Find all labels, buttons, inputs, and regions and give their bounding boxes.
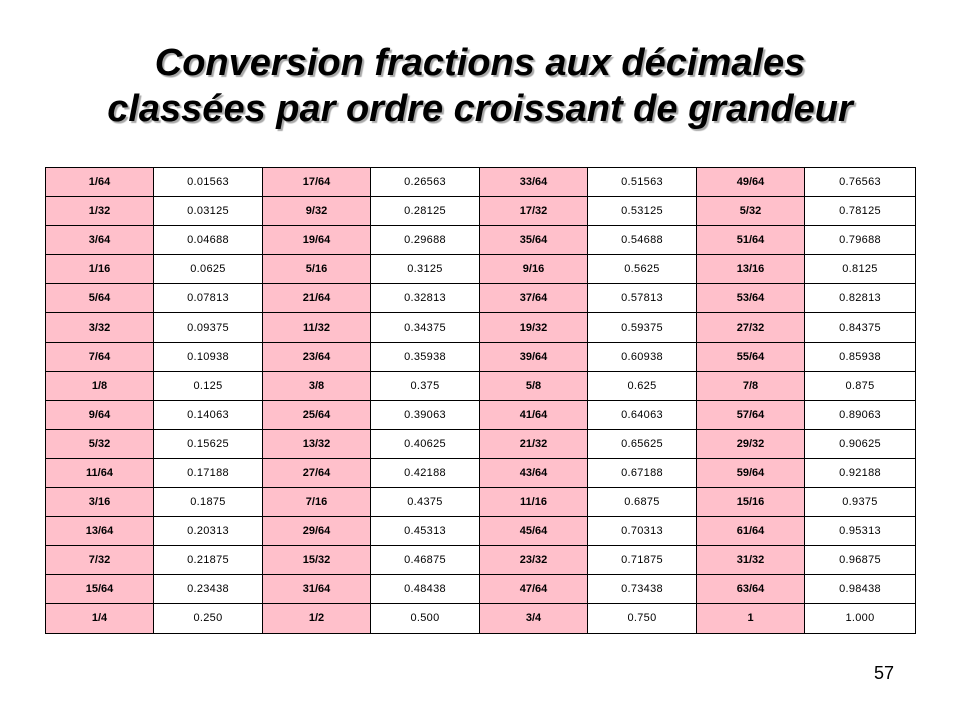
fraction-cell: 41/64 <box>480 400 588 429</box>
fraction-cell: 7/64 <box>46 342 154 371</box>
fraction-cell: 49/64 <box>697 168 805 197</box>
decimal-cell: 0.21875 <box>154 546 263 575</box>
fraction-cell: 7/8 <box>697 371 805 400</box>
decimal-cell: 0.1875 <box>154 488 263 517</box>
decimal-cell: 0.750 <box>588 604 697 633</box>
fraction-cell: 23/32 <box>480 546 588 575</box>
fraction-cell: 19/32 <box>480 313 588 342</box>
conversion-table-body <box>46 168 916 634</box>
decimal-cell: 0.98438 <box>805 575 916 604</box>
fraction-cell: 9/16 <box>480 255 588 284</box>
decimal-cell: 0.01563 <box>154 168 263 197</box>
conversion-table-container <box>45 167 915 634</box>
decimal-cell: 0.26563 <box>371 168 480 197</box>
fraction-cell: 3/64 <box>46 226 154 255</box>
table-row <box>46 255 916 284</box>
fraction-cell: 15/32 <box>263 546 371 575</box>
fraction-cell: 43/64 <box>480 458 588 487</box>
page-number: 57 <box>873 663 894 683</box>
decimal-cell: 0.67188 <box>588 458 697 487</box>
fraction-cell: 47/64 <box>480 575 588 604</box>
table-row <box>46 313 916 342</box>
fraction-cell: 27/64 <box>263 458 371 487</box>
fraction-cell: 33/64 <box>480 168 588 197</box>
fraction-cell: 61/64 <box>697 517 805 546</box>
fraction-cell: 17/64 <box>263 168 371 197</box>
fraction-cell: 3/8 <box>263 371 371 400</box>
decimal-cell: 0.57813 <box>588 284 697 313</box>
decimal-cell: 0.82813 <box>805 284 916 313</box>
decimal-cell: 0.4375 <box>371 488 480 517</box>
table-row <box>46 517 916 546</box>
decimal-cell: 0.14063 <box>154 400 263 429</box>
decimal-cell: 0.46875 <box>371 546 480 575</box>
fraction-cell: 1/2 <box>263 604 371 633</box>
fraction-cell: 51/64 <box>697 226 805 255</box>
decimal-cell: 0.8125 <box>805 255 916 284</box>
fraction-cell: 1/4 <box>46 604 154 633</box>
decimal-cell: 0.45313 <box>371 517 480 546</box>
decimal-cell: 0.54688 <box>588 226 697 255</box>
fraction-cell: 25/64 <box>263 400 371 429</box>
fraction-cell: 15/64 <box>46 575 154 604</box>
table-row <box>46 458 916 487</box>
table-row <box>46 400 916 429</box>
fraction-cell: 9/64 <box>46 400 154 429</box>
fraction-cell: 11/64 <box>46 458 154 487</box>
fraction-cell: 13/64 <box>46 517 154 546</box>
fraction-cell: 15/16 <box>697 488 805 517</box>
fraction-cell: 3/4 <box>480 604 588 633</box>
decimal-cell: 0.90625 <box>805 429 916 458</box>
fraction-cell: 13/32 <box>263 429 371 458</box>
fraction-cell: 7/16 <box>263 488 371 517</box>
decimal-cell: 0.34375 <box>371 313 480 342</box>
fraction-cell: 27/32 <box>697 313 805 342</box>
fraction-cell: 21/32 <box>480 429 588 458</box>
table-row <box>46 575 916 604</box>
decimal-cell: 0.53125 <box>588 197 697 226</box>
decimal-cell: 0.20313 <box>154 517 263 546</box>
fraction-cell: 23/64 <box>263 342 371 371</box>
fraction-cell: 31/32 <box>697 546 805 575</box>
decimal-cell: 0.625 <box>588 371 697 400</box>
table-row <box>46 284 916 313</box>
decimal-cell: 0.70313 <box>588 517 697 546</box>
decimal-cell: 0.71875 <box>588 546 697 575</box>
fraction-cell: 7/32 <box>46 546 154 575</box>
decimal-cell: 0.10938 <box>154 342 263 371</box>
decimal-cell: 0.09375 <box>154 313 263 342</box>
decimal-cell: 0.85938 <box>805 342 916 371</box>
fraction-cell: 13/16 <box>697 255 805 284</box>
fraction-cell: 5/8 <box>480 371 588 400</box>
decimal-cell: 0.96875 <box>805 546 916 575</box>
decimal-cell: 0.32813 <box>371 284 480 313</box>
table-row <box>46 226 916 255</box>
decimal-cell: 0.79688 <box>805 226 916 255</box>
decimal-cell: 0.39063 <box>371 400 480 429</box>
fraction-cell: 53/64 <box>697 284 805 313</box>
decimal-cell: 0.500 <box>371 604 480 633</box>
fraction-cell: 29/32 <box>697 429 805 458</box>
decimal-cell: 0.65625 <box>588 429 697 458</box>
fraction-cell: 19/64 <box>263 226 371 255</box>
table-row <box>46 546 916 575</box>
slide-title-line-1: Conversion fractions aux décimales <box>154 42 806 84</box>
decimal-cell: 0.76563 <box>805 168 916 197</box>
fraction-cell: 57/64 <box>697 400 805 429</box>
fraction-cell: 63/64 <box>697 575 805 604</box>
fraction-cell: 1 <box>697 604 805 633</box>
fraction-cell: 55/64 <box>697 342 805 371</box>
decimal-cell: 0.375 <box>371 371 480 400</box>
fraction-cell: 29/64 <box>263 517 371 546</box>
decimal-cell: 0.23438 <box>154 575 263 604</box>
fraction-cell: 5/32 <box>697 197 805 226</box>
decimal-cell: 0.15625 <box>154 429 263 458</box>
decimal-cell: 0.51563 <box>588 168 697 197</box>
fraction-cell: 5/32 <box>46 429 154 458</box>
conversion-table <box>45 167 916 634</box>
decimal-cell: 0.0625 <box>154 255 263 284</box>
fraction-cell: 45/64 <box>480 517 588 546</box>
table-row <box>46 168 916 197</box>
decimal-cell: 0.60938 <box>588 342 697 371</box>
decimal-cell: 0.42188 <box>371 458 480 487</box>
table-row <box>46 342 916 371</box>
decimal-cell: 0.29688 <box>371 226 480 255</box>
decimal-cell: 0.5625 <box>588 255 697 284</box>
decimal-cell: 0.3125 <box>371 255 480 284</box>
table-row <box>46 604 916 633</box>
fraction-cell: 17/32 <box>480 197 588 226</box>
slide-title-line-2: classées par ordre croissant de grandeur <box>107 88 853 130</box>
fraction-cell: 31/64 <box>263 575 371 604</box>
fraction-cell: 21/64 <box>263 284 371 313</box>
decimal-cell: 0.84375 <box>805 313 916 342</box>
fraction-cell: 11/32 <box>263 313 371 342</box>
slide-title <box>0 40 960 132</box>
decimal-cell: 0.17188 <box>154 458 263 487</box>
fraction-cell: 35/64 <box>480 226 588 255</box>
decimal-cell: 0.78125 <box>805 197 916 226</box>
fraction-cell: 9/32 <box>263 197 371 226</box>
decimal-cell: 0.9375 <box>805 488 916 517</box>
decimal-cell: 0.64063 <box>588 400 697 429</box>
decimal-cell: 0.48438 <box>371 575 480 604</box>
decimal-cell: 0.40625 <box>371 429 480 458</box>
fraction-cell: 3/32 <box>46 313 154 342</box>
decimal-cell: 0.92188 <box>805 458 916 487</box>
decimal-cell: 0.875 <box>805 371 916 400</box>
fraction-cell: 5/64 <box>46 284 154 313</box>
table-row <box>46 429 916 458</box>
fraction-cell: 5/16 <box>263 255 371 284</box>
decimal-cell: 0.07813 <box>154 284 263 313</box>
fraction-cell: 1/64 <box>46 168 154 197</box>
decimal-cell: 0.04688 <box>154 226 263 255</box>
decimal-cell: 0.35938 <box>371 342 480 371</box>
table-row <box>46 488 916 517</box>
decimal-cell: 0.03125 <box>154 197 263 226</box>
decimal-cell: 0.89063 <box>805 400 916 429</box>
fraction-cell: 1/16 <box>46 255 154 284</box>
decimal-cell: 0.125 <box>154 371 263 400</box>
fraction-cell: 39/64 <box>480 342 588 371</box>
decimal-cell: 0.59375 <box>588 313 697 342</box>
fraction-cell: 37/64 <box>480 284 588 313</box>
decimal-cell: 0.250 <box>154 604 263 633</box>
decimal-cell: 1.000 <box>805 604 916 633</box>
fraction-cell: 3/16 <box>46 488 154 517</box>
fraction-cell: 11/16 <box>480 488 588 517</box>
decimal-cell: 0.6875 <box>588 488 697 517</box>
fraction-cell: 59/64 <box>697 458 805 487</box>
table-row <box>46 197 916 226</box>
fraction-cell: 1/32 <box>46 197 154 226</box>
fraction-cell: 1/8 <box>46 371 154 400</box>
decimal-cell: 0.95313 <box>805 517 916 546</box>
decimal-cell: 0.73438 <box>588 575 697 604</box>
table-row <box>46 371 916 400</box>
decimal-cell: 0.28125 <box>371 197 480 226</box>
